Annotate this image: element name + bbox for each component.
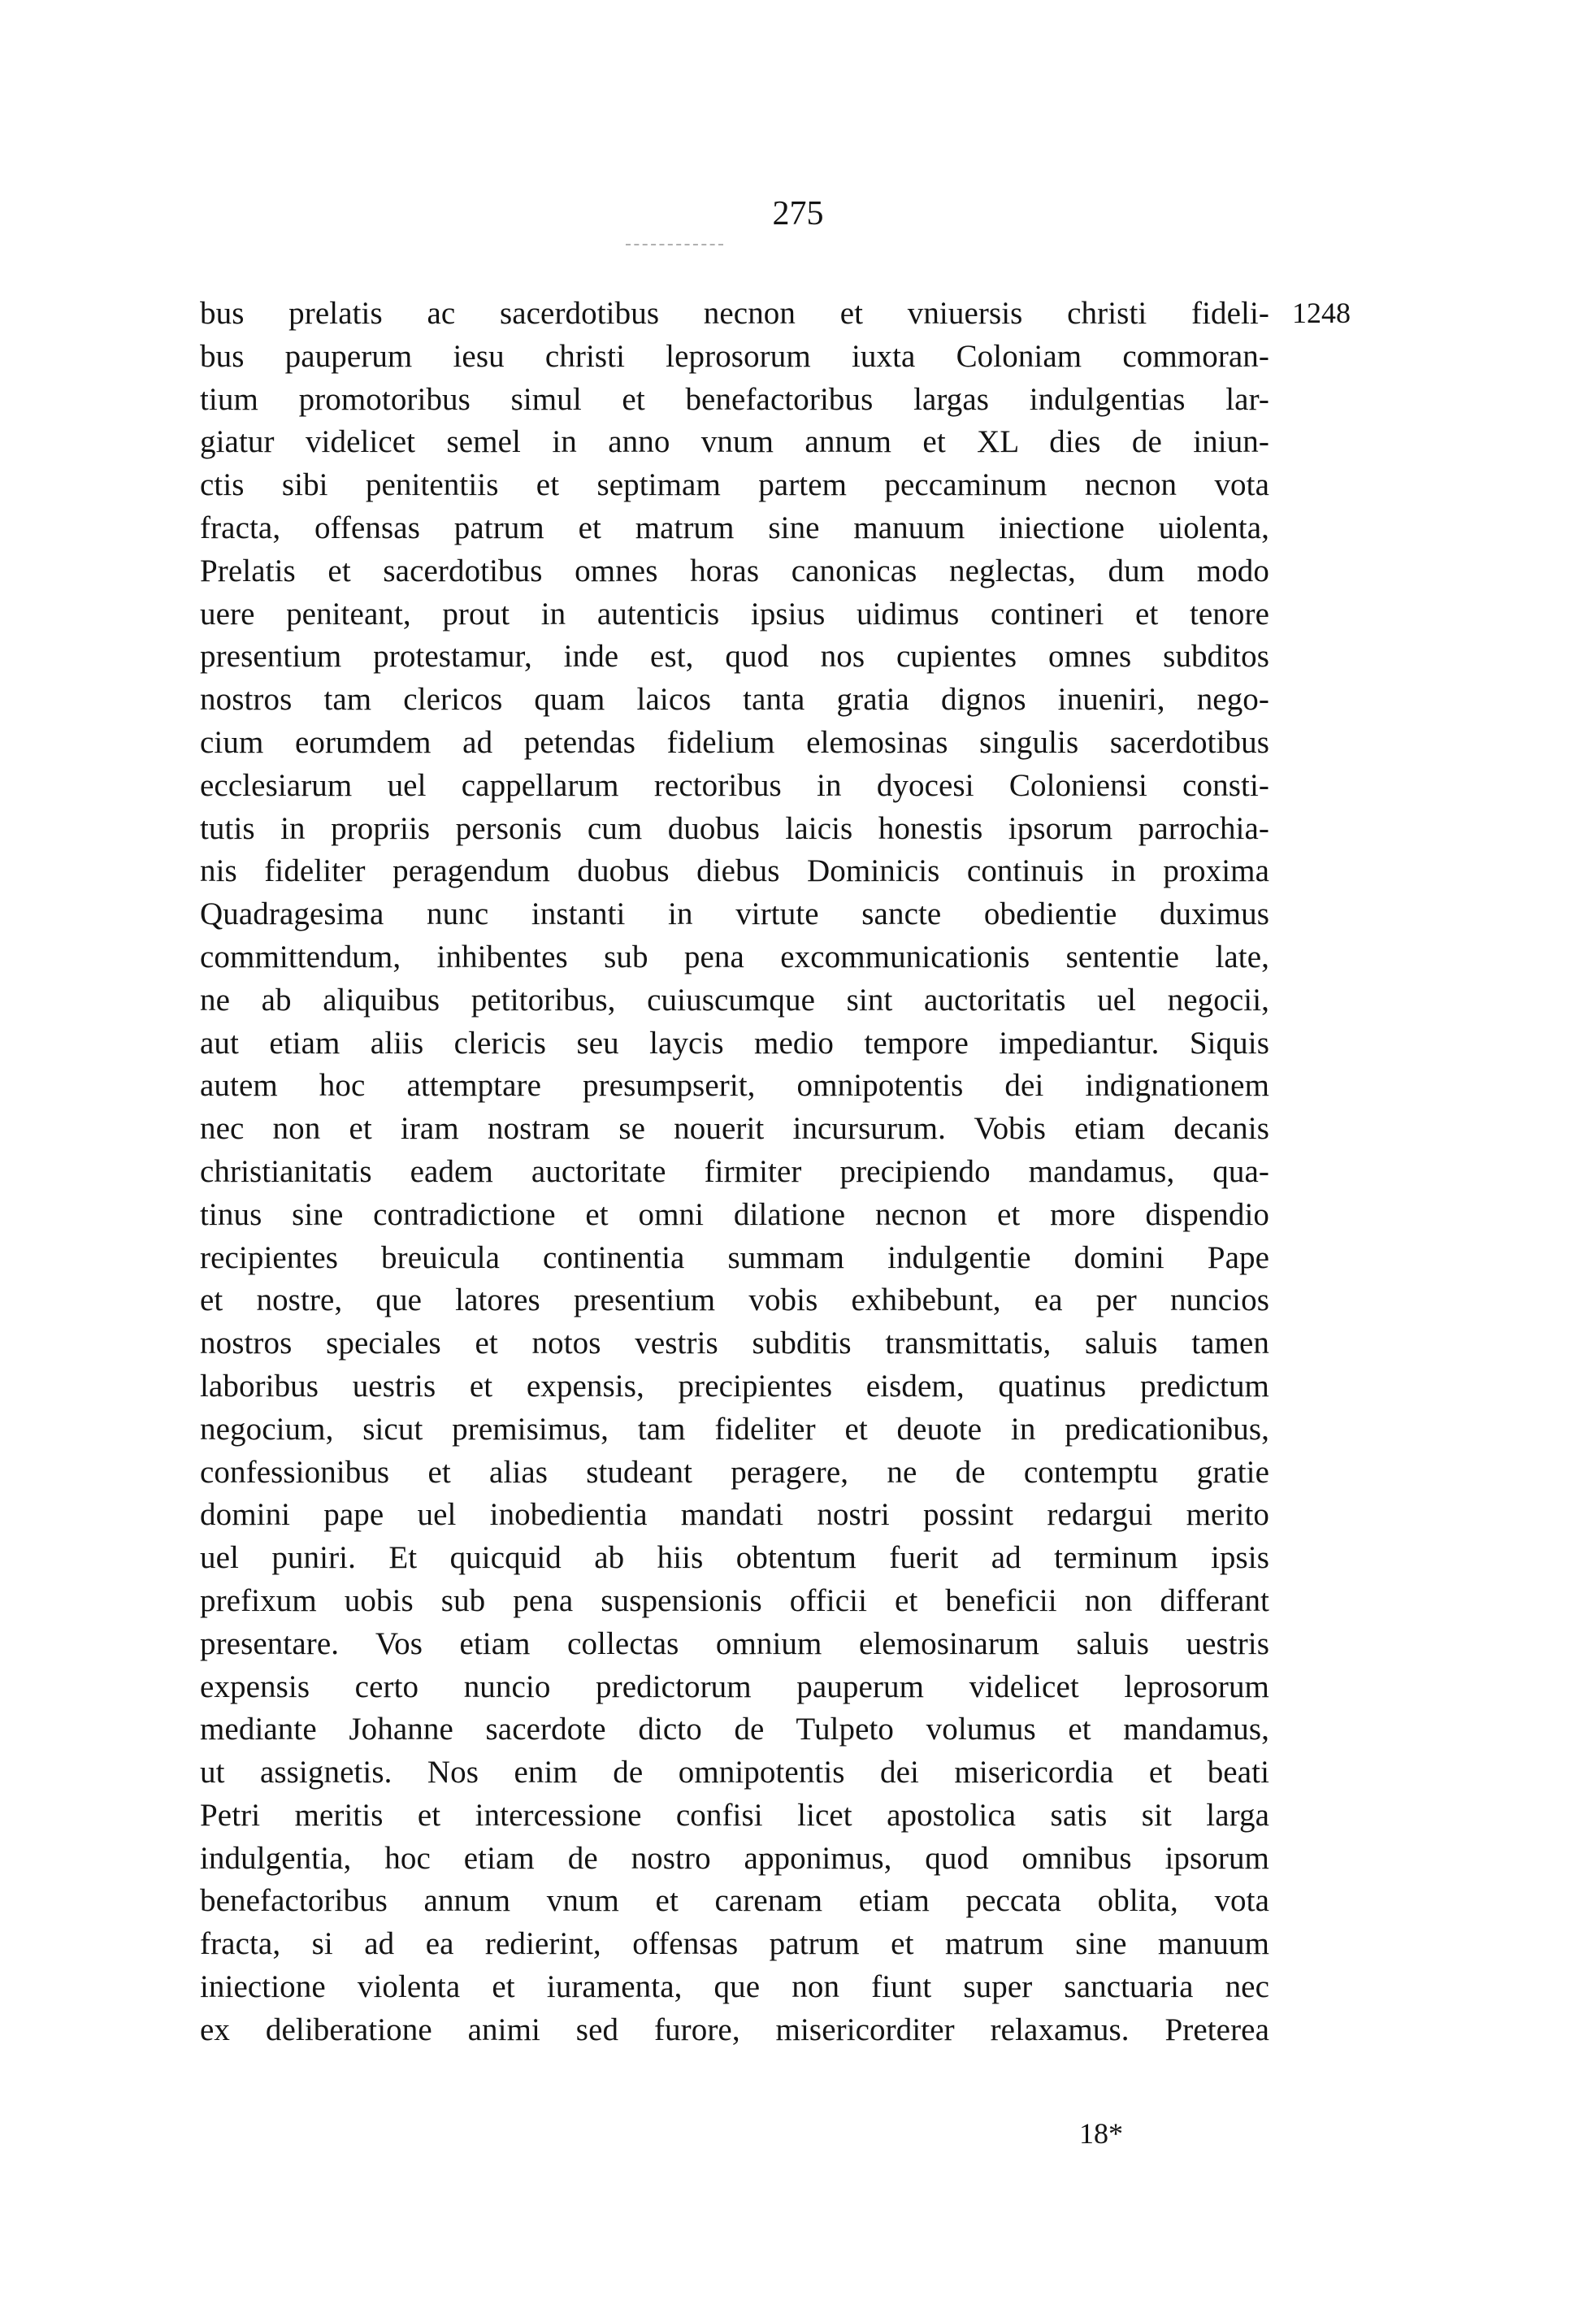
text-line: ut assignetis. Nos enim de omnipotentis dei misericordia et beati (200, 1755, 1269, 1790)
text-line: committendum, inhibentes sub pena excommunicationis sententie late, (200, 939, 1269, 974)
text-line: benefactoribus annum vnum et carenam etiam peccata oblita, vota (200, 1883, 1269, 1919)
text-line: nis fideliter peragendum duobus diebus Dominicis continuis in proxima (200, 853, 1269, 889)
text-line: bus pauperum iesu christi leprosorum iuxta Coloniam commoran- (200, 338, 1269, 374)
text-line: tium promotoribus simul et benefactoribus largas indulgentias lar- (200, 381, 1269, 417)
page-number-rule (626, 244, 723, 245)
body-text (200, 293, 1269, 2052)
text-line: negocium, sicut premisimus, tam fideliter et deuote in predicationibus, (200, 1411, 1269, 1447)
text-line: aut etiam aliis clericis seu laycis medio tempore impediantur. Siquis (200, 1025, 1269, 1061)
text-line: indulgentia, hoc etiam de nostro apponimus, quod omnibus ipsorum (200, 1840, 1269, 1876)
text-line: Prelatis et sacerdotibus omnes horas canonicas neglectas, dum modo (200, 553, 1269, 588)
text-line: nostros speciales et notos vestris subditis transmittatis, saluis tamen (200, 1326, 1269, 1361)
text-line: domini pape uel inobedientia mandati nostri possint redargui merito (200, 1497, 1269, 1533)
text-line: tutis in propriis personis cum duobus laicis honestis ipsorum parrochia- (200, 810, 1269, 846)
text-line: expensis certo nuncio predictorum pauperum videlicet leprosorum (200, 1669, 1269, 1704)
signature-mark: 18* (1079, 2117, 1123, 2150)
text-line: Quadragesima nunc instanti in virtute sancte obedientie duximus (200, 896, 1269, 932)
text-line: tinus sine contradictione et omni dilatione necnon et more dispendio (200, 1196, 1269, 1232)
text-line: laboribus uestris et expensis, precipientes eisdem, quatinus predictum (200, 1368, 1269, 1404)
text-line: fracta, offensas patrum et matrum sine manuum iniectione uiolenta, (200, 510, 1269, 545)
text-line: presentare. Vos etiam collectas omnium elemosinarum saluis uestris (200, 1625, 1269, 1661)
text-line: nec non et iram nostram se nouerit incursurum. Vobis etiam decanis (200, 1111, 1269, 1147)
text-line: uere peniteant, prout in autenticis ipsius uidimus contineri et tenore (200, 596, 1269, 631)
text-line: ctis sibi penitentiis et septimam partem peccaminum necnon vota (200, 467, 1269, 503)
text-line: ecclesiarum uel cappellarum rectoribus in dyocesi Coloniensi consti- (200, 767, 1269, 803)
text-line: iniectione violenta et iuramenta, que non fiunt super sanctuaria nec (200, 1969, 1269, 2005)
text-line: autem hoc attemptare presumpserit, omnipotentis dei indignationem (200, 1068, 1269, 1104)
text-line: recipientes breuicula continentia summam indulgentie domini Pape (200, 1239, 1269, 1275)
text-line: fracta, si ad ea redierint, offensas patrum et matrum sine manuum (200, 1926, 1269, 1962)
text-line: et nostre, que latores presentium vobis exhibebunt, ea per nuncios (200, 1283, 1269, 1318)
text-line: mediante Johanne sacerdote dicto de Tulpeto volumus et mandamus, (200, 1712, 1269, 1747)
text-line: confessionibus et alias studeant peragere, ne de contemptu gratie (200, 1454, 1269, 1490)
text-line: christianitatis eadem auctoritate firmiter precipiendo mandamus, qua- (200, 1153, 1269, 1189)
text-line: giatur videlicet semel in anno vnum annum et XL dies de iniun- (200, 424, 1269, 460)
text-line: Petri meritis et intercessione confisi licet apostolica satis sit larga (200, 1797, 1269, 1833)
text-line: presentium protestamur, inde est, quod nos cupientes omnes subditos (200, 639, 1269, 675)
text-line: ex deliberatione animi sed furore, misericorditer relaxamus. Preterea (200, 2012, 1269, 2047)
text-line: cium eorumdem ad petendas fidelium elemosinas singulis sacerdotibus (200, 724, 1269, 760)
text-line: prefixum uobis sub pena suspensionis officii et beneficii non differant (200, 1582, 1269, 1618)
margin-year: 1248 (1292, 297, 1351, 329)
text-line: ne ab aliquibus petitoribus, cuiuscumque sint auctoritatis uel negocii, (200, 982, 1269, 1018)
page-number: 275 (772, 195, 824, 232)
text-line: bus prelatis ac sacerdotibus necnon et vniuersis christi fideli- (200, 296, 1269, 331)
text-line: uel puniri. Et quicquid ab hiis obtentum fuerit ad terminum ipsis (200, 1540, 1269, 1576)
text-line: nostros tam clericos quam laicos tanta gratia dignos inueniri, nego- (200, 682, 1269, 718)
